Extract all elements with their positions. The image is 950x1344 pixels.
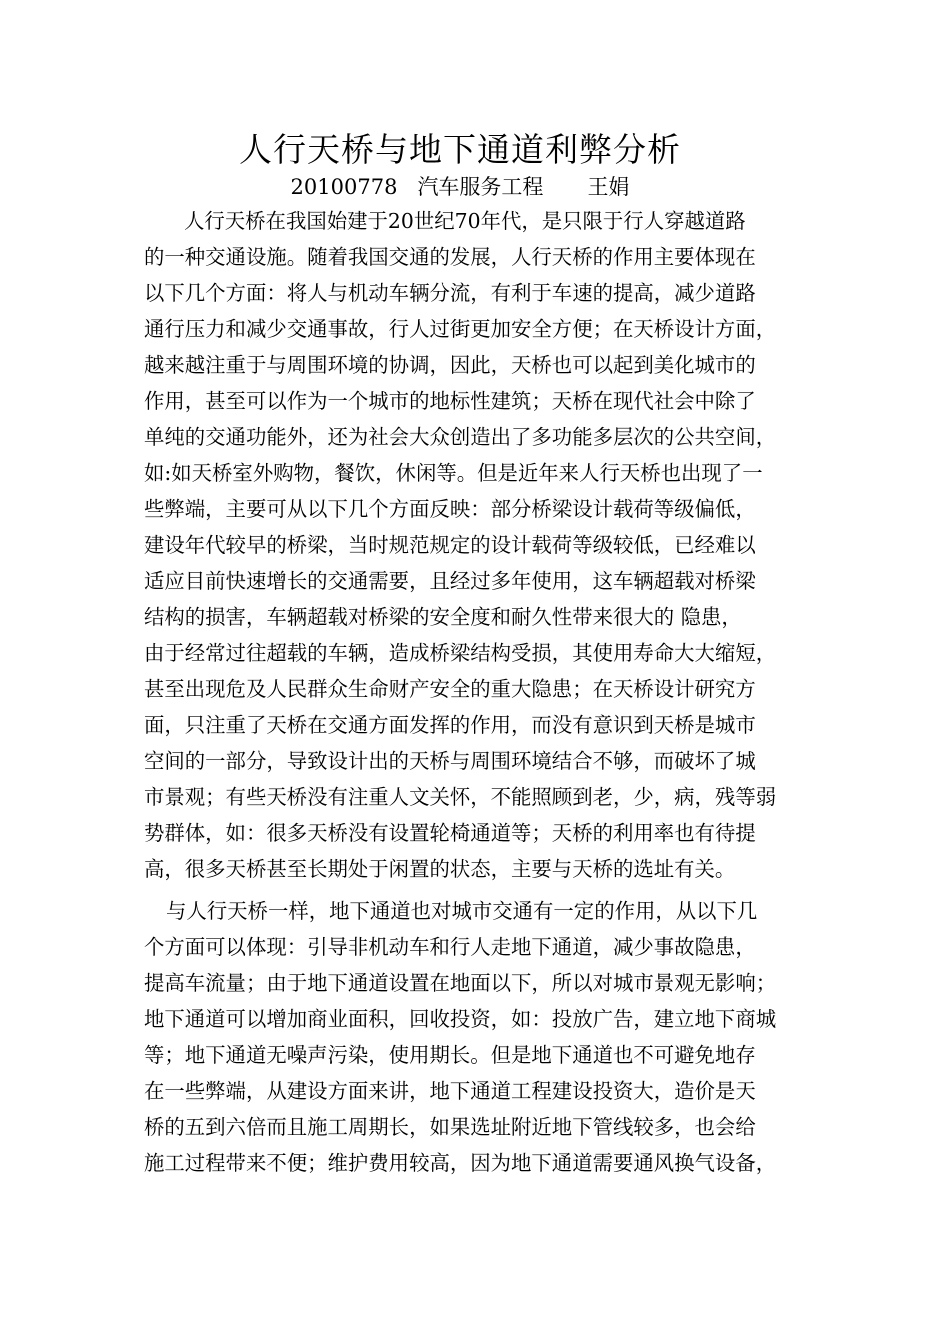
text-line: 的一种交通设施。随着我国交通的发展，人行天桥的作用主要体现在 [144,245,756,269]
major: 汽车服务工程 [417,175,544,199]
text-line: 由于经常过往超载的车辆，造成桥梁结构受损，其使用寿命大大缩短， [144,641,777,665]
text-line: 通行压力和减少交通事故，行人过街更加安全方便；在天桥设计方面， [144,317,777,341]
text-line: 面，只注重了天桥在交通方面发挥的作用，而没有意识到天桥是城市 [144,713,756,737]
byline [0,172,920,202]
student-id: 20100778 [290,175,398,199]
document-title: 人行天桥与地下通道利弊分析 [239,130,681,169]
text-line: 等；地下通道无噪声污染，使用期长。但是地下通道也不可避免地存 [144,1043,756,1067]
text-line: 空间的一部分，导致设计出的天桥与周围环境结合不够，而破坏了城 [144,749,756,773]
text-line: 建设年代较早的桥梁，当时规范规定的设计载荷等级较低，已经难以 [144,533,756,557]
text-line: 越来越注重于与周围环境的协调，因此，天桥也可以起到美化城市的 [144,353,756,377]
text-line: 作用，甚至可以作为一个城市的地标性建筑；天桥在现代社会中除了 [144,389,756,413]
body-text [144,203,816,1181]
text-line: 地下通道可以增加商业面积，回收投资，如：投放广告，建立地下商城 [144,1007,777,1031]
text-line: 市景观；有些天桥没有注重人文关怀，不能照顾到老，少，病，残等弱 [144,785,777,809]
text-line: 结构的损害，车辆超载对桥梁的安全度和耐久性带来很大的 隐患， [144,605,742,629]
text-line: 高，很多天桥甚至长期处于闲置的状态，主要与天桥的选址有关。 [144,857,736,881]
paragraph-2 [144,893,816,1181]
author-name: 王娟 [587,175,630,199]
text-line: 以下几个方面：将人与机动车辆分流，有利于车速的提高，减少道路 [144,281,756,305]
text-line: 人行天桥在我国始建于20世纪70年代，是只限于行人穿越道路 [184,209,746,233]
text-line: 些弊端，主要可从以下几个方面反映：部分桥梁设计载荷等级偏低， [144,497,756,521]
text-line: 甚至出现危及人民群众生命财产安全的重大隐患；在天桥设计研究方 [144,677,756,701]
text-line: 在一些弊端，从建设方面来讲，地下通道工程建设投资大，造价是天 [144,1079,756,1103]
text-line: 施工过程带来不便；维护费用较高，因为地下通道需要通风换气设备， [144,1151,777,1175]
text-line: 与人行天桥一样，地下通道也对城市交通有一定的作用，从以下几 [166,899,758,923]
text-line: 提高车流量；由于地下通道设置在地面以下，所以对城市景观无影响； [144,971,777,995]
text-line: 如:如天桥室外购物，餐饮，休闲等。但是近年来人行天桥也出现了一 [144,461,763,485]
text-line: 桥的五到六倍而且施工周期长，如果选址附近地下管线较多，也会给 [144,1115,756,1139]
text-line: 适应目前快速增长的交通需要，且经过多年使用，这车辆超载对桥梁 [144,569,756,593]
text-line: 个方面可以体现：引导非机动车和行人走地下通道，减少事故隐患， [144,935,756,959]
text-line: 单纯的交通功能外，还为社会大众创造出了多功能多层次的公共空间， [144,425,777,449]
paragraph-1 [144,203,816,887]
text-line: 势群体，如：很多天桥没有设置轮椅通道等；天桥的利用率也有待提 [144,821,756,845]
